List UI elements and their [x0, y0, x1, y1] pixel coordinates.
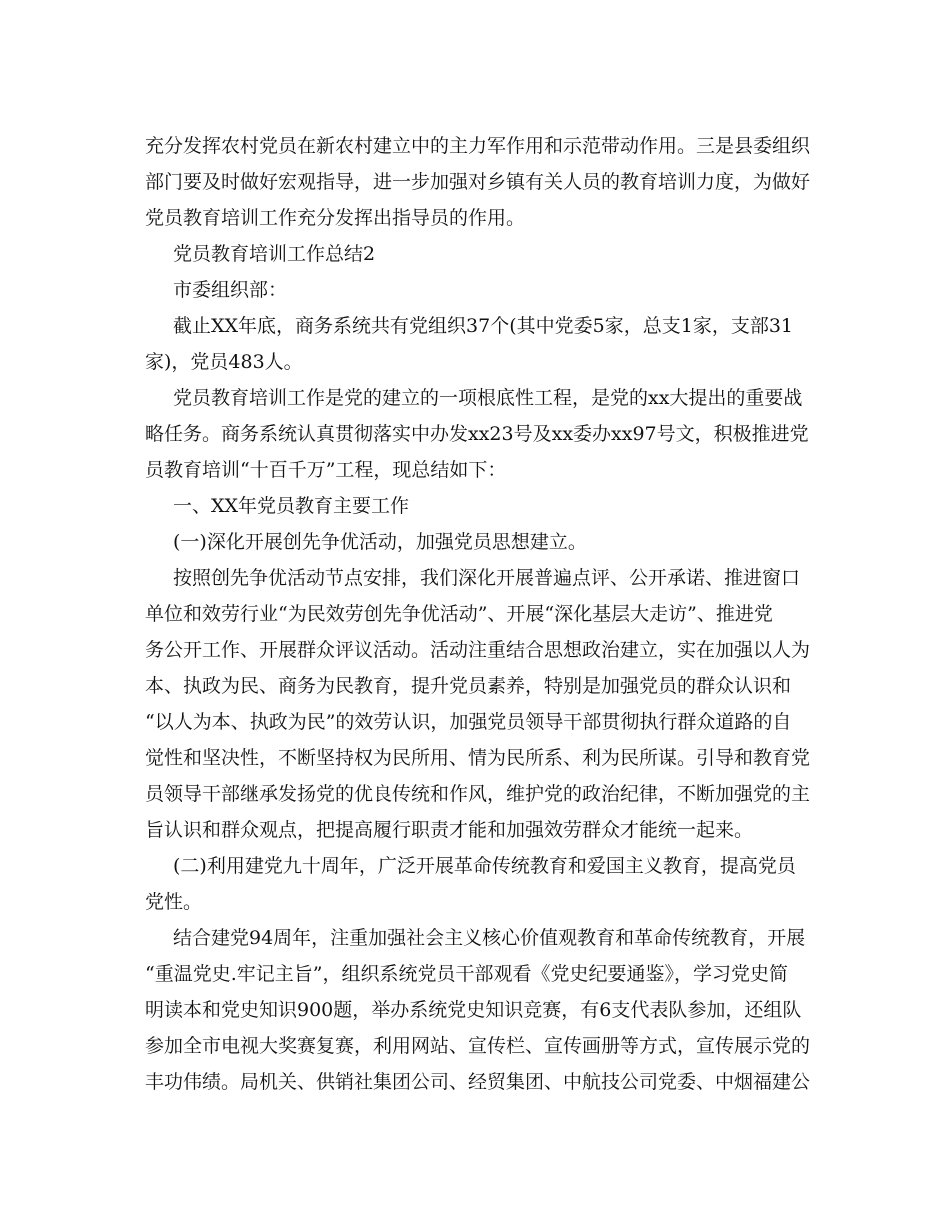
text-line: 市委组织部： — [173, 279, 288, 301]
text-line: 略任务。商务系统认真贯彻落实中办发xx23号及xx委办xx97号文，积极推进党 — [145, 423, 809, 445]
text-line: 务公开工作、开展群众评议活动。活动注重结合思想政治建立，实在加强以人为 — [145, 639, 811, 661]
text-line: 旨认识和群众观点，把提高履行职责才能和加强效劳群众才能统一起来。 — [145, 819, 754, 841]
text-line: 觉性和坚决性，不断坚持权为民所用、情为民所系、利为民所谋。引导和教育党 — [145, 747, 811, 769]
document-body — [145, 128, 815, 1100]
text-line: 本、执政为民、商务为民教育，提升党员素养，特别是加强党员的群众认识和 — [145, 675, 792, 697]
text-line: 参加全市电视大奖赛复赛，利用网站、宣传栏、宣传画册等方式，宣传展示党的 — [145, 1035, 811, 1057]
text-line: 部门要及时做好宏观指导，进一步加强对乡镇有关人员的教育培训力度，为做好 — [145, 171, 811, 193]
text-line: 一、XX年党员教育主要工作 — [173, 495, 410, 517]
text-line: 员教育培训“十百千万”工程，现总结如下： — [145, 459, 507, 481]
text-line: “以人为本、执政为民”的效劳认识，加强党员领导干部贯彻执行群众道路的自 — [145, 711, 792, 733]
text-line: 党员教育培训工作充分发挥出指导员的作用。 — [145, 207, 526, 229]
text-line: 按照创先争优活动节点安排，我们深化开展普遍点评、公开承诺、推进窗口 — [173, 567, 801, 589]
text-line: 单位和效劳行业“为民效劳创先争优活动”、开展“深化基层大走访”、推进党 — [145, 603, 773, 625]
text-line: (一)深化开展创先争优活动，加强党员思想建立。 — [173, 531, 587, 553]
text-line: 截止XX年底，商务系统共有党组织37个(其中党委5家，总支1家，支部31 — [173, 315, 793, 337]
text-line: 结合建党94周年，注重加强社会主义核心价值观教育和革命传统教育，开展 — [173, 927, 806, 949]
text-line: 党员教育培训工作总结2 — [173, 243, 376, 265]
text-line: (二)利用建党九十周年，广泛开展革命传统教育和爱国主义教育，提高党员 — [173, 855, 796, 877]
text-line: 家)，党员483人。 — [145, 351, 303, 373]
text-line: “重温党史.牢记主旨”，组织系统党员干部观看《党史纪要通鉴》，学习党史简 — [145, 963, 788, 985]
text-line: 党性。 — [145, 891, 203, 913]
text-line: 充分发挥农村党员在新农村建立中的主力军作用和示范带动作用。三是县委组织 — [145, 135, 811, 157]
text-line: 丰功伟绩。局机关、供销社集团公司、经贸集团、中航技公司党委、中烟福建公 — [145, 1071, 811, 1093]
text-line: 员领导干部继承发扬党的优良传统和作风，维护党的政治纪律，不断加强党的主 — [145, 783, 811, 805]
text-line: 党员教育培训工作是党的建立的一项根底性工程，是党的xx大提出的重要战 — [173, 387, 803, 409]
text-line: 明读本和党史知识900题，举办系统党史知识竞赛，有6支代表队参加，还组队 — [145, 999, 802, 1021]
